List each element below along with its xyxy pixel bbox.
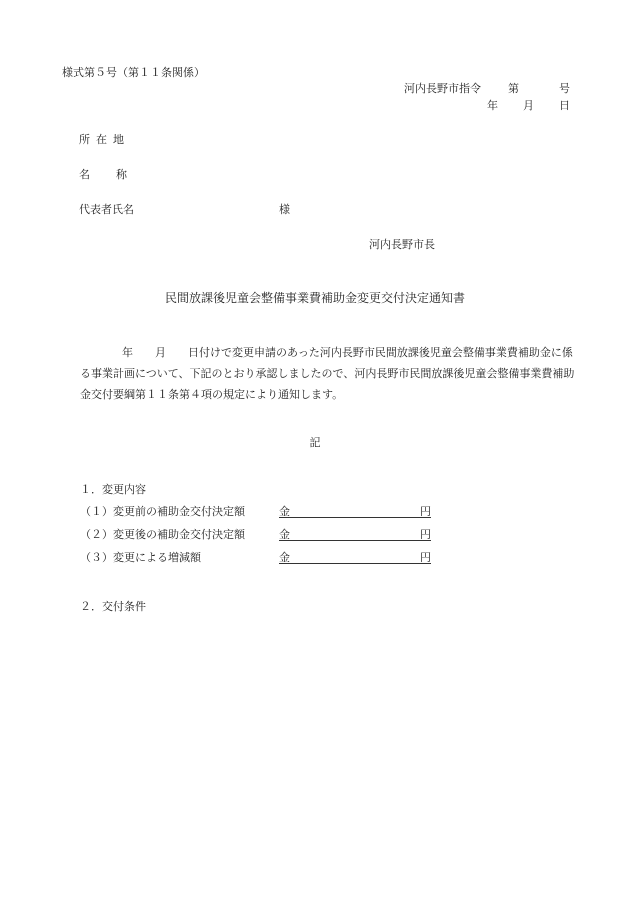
name-label: 名称 [79,168,153,181]
amount-row-label: （２）変更後の補助金交付決定額 [80,528,245,541]
date-year: 年 [487,99,498,112]
yen-suffix: 円 [420,551,431,564]
yen-suffix: 円 [420,505,431,518]
amount-field-after [279,526,431,541]
honorific-sama: 様 [279,203,290,216]
reference-go: 号 [559,82,570,95]
amount-row-label: （１）変更前の補助金交付決定額 [80,505,245,518]
date-day: 日 [559,99,570,112]
issuer-name: 河内長野市長 [369,238,435,251]
reference-prefix: 河内長野市指令 [404,82,481,95]
amount-row-label: （３）変更による増減額 [80,551,201,564]
yen-suffix: 円 [420,528,431,541]
date-month: 月 [523,99,534,112]
amount-field-before [279,503,431,518]
kin-prefix: 金 [279,551,290,564]
reference-dai: 第 [508,82,519,95]
amount-field-difference [279,549,431,564]
section-grant-conditions-heading: ２．交付条件 [80,600,146,613]
section-change-details-heading: １．変更内容 [80,483,146,496]
document-title: 民間放課後児童会整備事業費補助金変更交付決定通知書 [164,291,465,305]
ki-heading: 記 [309,436,321,449]
notification-body: 年 月 日付けで変更申請のあった河内長野市民間放課後児童会整備事業費補助金に係る事業計画について、下記のとおり承認しましたので、河内長野市民間放課後児童会整備事業費補助金交付要綱第１１条第４項の規定により通知します。 [80,346,575,401]
kin-prefix: 金 [279,528,290,541]
address-label: 所在地 [79,133,130,146]
form-number-label: 様式第５号（第１１条関係） [62,66,205,79]
representative-label: 代表者氏名 [79,203,134,216]
kin-prefix: 金 [279,505,290,518]
